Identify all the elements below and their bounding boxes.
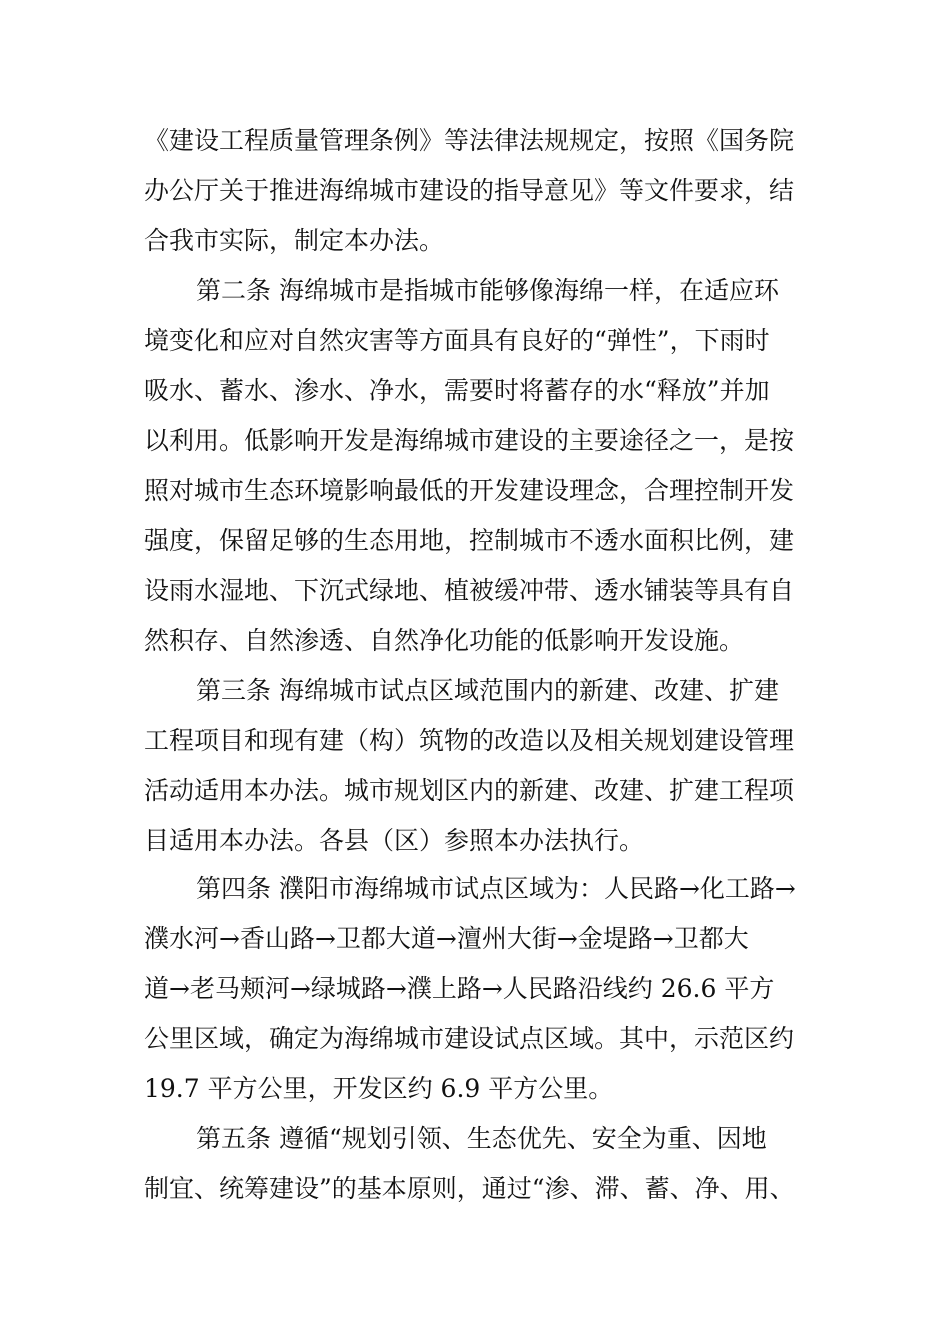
article-5-heading-line: 第五条 遵循“规划引领、生态优先、安全为重、因地 — [196, 1124, 767, 1153]
text-line: 合我市实际，制定本办法。 — [144, 226, 445, 255]
article-4-heading-line: 第四条 濮阳市海绵城市试点区域为：人民路→化工路→ — [196, 874, 796, 903]
article-2-heading-line: 第二条 海绵城市是指城市能够像海绵一样，在适应环 — [196, 276, 779, 305]
text-line: 目适用本办法。各县（区）参照本办法执行。 — [144, 826, 645, 855]
text-line: 境变化和应对自然灾害等方面具有良好的“弹性”，下雨时 — [144, 326, 770, 355]
text-line: 设雨水湿地、下沉式绿地、植被缓冲带、透水铺装等具有自 — [144, 576, 795, 605]
text-line: 然积存、自然渗透、自然净化功能的低影响开发设施。 — [144, 626, 745, 655]
text-line: 制宜、统筹建设”的基本原则，通过“渗、滞、蓄、净、用、 — [144, 1174, 795, 1203]
text-line: 照对城市生态环境影响最低的开发建设理念，合理控制开发 — [144, 476, 795, 505]
text-line: 濮水河→香山路→卫都大道→澶州大街→金堤路→卫都大 — [144, 924, 749, 953]
text-line: 活动适用本办法。城市规划区内的新建、改建、扩建工程项 — [144, 776, 795, 805]
text-line: 工程项目和现有建（构）筑物的改造以及相关规划建设管理 — [144, 726, 795, 755]
text-line: 办公厅关于推进海绵城市建设的指导意见》等文件要求，结 — [144, 176, 795, 205]
text-line: 公里区域，确定为海绵城市建设试点区域。其中，示范区约 — [144, 1024, 795, 1053]
text-line: 《建设工程质量管理条例》等法律法规规定，按照《国务院 — [144, 126, 795, 155]
text-line: 吸水、蓄水、渗水、净水，需要时将蓄存的水“释放”并加 — [144, 376, 770, 405]
text-line: 19.7 平方公里，开发区约 6.9 平方公里。 — [144, 1074, 614, 1103]
article-3-heading-line: 第三条 海绵城市试点区域范围内的新建、改建、扩建 — [196, 676, 779, 705]
text-line: 以利用。低影响开发是海绵城市建设的主要途径之一，是按 — [144, 426, 795, 455]
text-line: 道→老马颊河→绿城路→濮上路→人民路沿线约 26.6 平方 — [144, 974, 775, 1003]
text-line: 强度，保留足够的生态用地，控制城市不透水面积比例，建 — [144, 526, 795, 555]
